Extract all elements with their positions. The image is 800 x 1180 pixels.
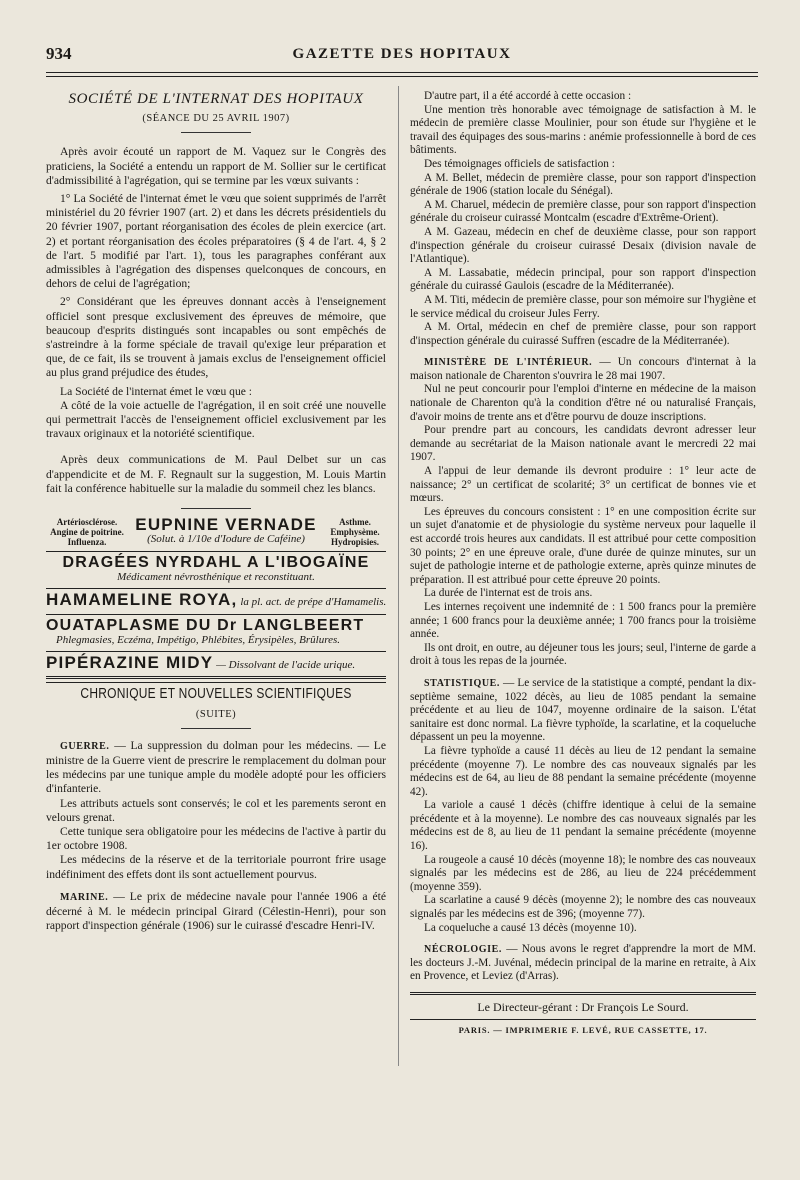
marine-r7: A M. Lassabatie, médecin principal, pour son rapport d'inspection générale du cuirassé Gaulois (escadre de la Méditerranée).: [410, 266, 756, 293]
interieur-p4: A l'appui de leur demande ils devront produire : 1° leur acte de naissance; 2° un certificat de scolarité; 3° un certificat de bonnes vie et mœurs.: [410, 465, 756, 505]
ad-double-rule: [46, 676, 386, 683]
ad-divider: [46, 651, 386, 652]
marine-paragraph: [46, 890, 386, 934]
interieur-p5: Les épreuves du concours consistent : 1° en une composition écrite sur un sujet d'anatomie et de physiologie du système nerveux pour laquelle il est accordé trois heures aux candidats. Il est attribué pour cette composition 30 points; 2° en une épreuve orale, d'une durée de quinze minutes, sur un sujet de pathologie interne et de pathologie externe, après quinze minutes de préparation. Il est attribué pour cette épreuve 20 points.: [410, 505, 756, 586]
society-vow-4: A côté de la voie actuelle de l'agrégation, il en soit créé une nouvelle qui permettrait l'accès de l'enseignement officiel exclusivement par les travaux originaux et la notoriété scientifique.: [46, 398, 386, 441]
marine-r4: A M. Bellet, médecin de première classe, pour son rapport d'inspection générale de 1906 (station locale du Sénégal).: [410, 171, 756, 198]
statistique-p6: La coqueluche a causé 13 décès (moyenne 10).: [424, 921, 637, 934]
statistique-p5: La scarlatine a causé 9 décès (moyenne 2); le nombre des cas nouveaux signalés par les médecins est de 396; (moyenne 77).: [410, 894, 756, 921]
statistique-p2: La fièvre typhoïde a causé 11 décès au lieu de 12 pendant la semaine précédente (moyenne 7). Le nombre des cas nouveaux signalés par les médecins est de 64, au lieu de 88 pendant la semaine précédente (moyenne 42).: [410, 744, 756, 798]
ouataplasme-name: OUATAPLASME DU Dr LANGLBEERT: [46, 616, 365, 634]
ouataplasme-desc: Phlegmasies, Eczéma, Impétigo, Phlébites, Érysipèles, Brûlures.: [56, 633, 341, 646]
interieur-text: — Un concours d'internat à la maison nationale de Charenton s'ouvrira le 28 mai 1907.: [410, 356, 757, 382]
interieur-p2: Nul ne peut concourir pour l'emploi d'interne en médecine de la maison nationale de Charenton qu'à la condition d'être né ou naturalisé Français, d'avoir moins de trente ans et d'être pourvu de douze inscriptions.: [410, 383, 756, 423]
statistique-p3: La variole a causé 1 décès (chiffre identique à celui de la semaine précédente et à la moyenne). Le nombre des cas nouveaux signalés par les médecins est de 8, au lieu de 11 pendant la semaine précédente (moyenne 16).: [410, 799, 756, 853]
guerre-p3: Cette tunique sera obligatoire pour les médecins de l'active à partir du 1er octobre 1908.: [46, 824, 386, 853]
ad-hamameline: [46, 590, 387, 610]
interieur-p3: Pour prendre part au concours, les candidats devront adresser leur demande au secrétariat de la Maison nationale avant le mercredi 22 mai 1907.: [410, 424, 756, 464]
society-closing: Après deux communications de M. Paul Delbet sur un cas d'appendicite et de M. F. Regnault sur la suggestion, M. Louis Martin fait la conférence habituelle sur la maladie du sommeil chez les blancs.: [46, 453, 386, 495]
footer-rule-thin: [410, 1019, 756, 1020]
necrologie-lead: NÉCROLOGIE.: [424, 944, 503, 956]
hamameline-name: HAMAMELINE ROYA,: [46, 590, 238, 610]
interieur-p6: La durée de l'internat est de trois ans.: [424, 587, 593, 600]
necrologie-text: — Nous avons le regret d'apprendre la mort de MM. les docteurs J.-M. Juvénal, médecin principal de la marine en retraite, à Aix en Provence, et Leviez (d'Arras).: [410, 943, 757, 983]
interieur-paragraph: [410, 356, 756, 383]
statistique-lead: STATISTIQUE.: [424, 677, 501, 689]
marine-r6: A M. Gazeau, médecin en chef de deuxième classe, pour son rapport d'inspection générale du croiseur cuirassé Desaix (division navale de l'Atlantique).: [410, 225, 756, 266]
section-rule: [181, 728, 251, 729]
guerre-text: — La suppression du dolman pour les médecins. — Le ministre de la Guerre vient de prescrire le remplacement du dolman pour les médecins par une tunique ample du modèle adopté pour les officiers d'infanterie.: [46, 738, 386, 796]
society-vow-2: 2° Considérant que les épreuves donnant accès à l'enseignement officiel sont presque exclusivement des épreuves de mémoire, que beaucoup d'esprits distingués sont incapables ou sont empêchés de s'astreindre à la forme spéciale de travail qu'exige leur préparation et que, de ce fait, ils se trouvent à jamais exclus de l'enseignement officiel au plus grand préjudice des études,: [46, 295, 386, 380]
section-rule: [181, 132, 251, 133]
page-number: 934: [46, 44, 72, 63]
ads-rule: [181, 508, 251, 509]
eupnine-name: EUPNINE VERNADE: [135, 514, 317, 534]
interieur-p8: Ils ont droit, en outre, au déjeuner tous les jours; seul, l'interne de garde a droit à tous les repas de la journée.: [410, 641, 756, 668]
marine-r8: A M. Titi, médecin de première classe, pour son mémoire sur l'hygiène et le service médical du croiseur Jules Ferry.: [410, 293, 756, 320]
dragees-desc: Médicament névrosthénique et reconstituant.: [117, 571, 315, 584]
printer-line: PARIS. — IMPRIMERIE F. LEVÉ, RUE CASSETTE, 17.: [458, 1024, 708, 1035]
marine-r1: D'autre part, il a été accordé à cette occasion :: [424, 90, 632, 102]
society-title: SOCIÉTÉ DE L'INTERNAT DES HOPITAUX: [68, 91, 364, 107]
guerre-lead: GUERRE.: [60, 740, 110, 752]
necrologie-paragraph: [410, 943, 756, 984]
eupnine-desc: (Solut. à 1/10e d'Iodure de Caféine): [147, 533, 305, 546]
interieur-p7: Les internes reçoivent une indemnité de : 1 500 francs pour la première année; 1 600 francs pour la deuxième année; 1 700 francs pour la troisième année.: [410, 600, 756, 641]
statistique-p4: La rougeole a causé 10 décès (moyenne 18); le nombre des cas nouveaux signalés par les médecins est de 286, au lieu de 224 précédemment (moyenne 359).: [410, 853, 756, 893]
statistique-text: — Le service de la statistique a compté, pendant la dix-septième semaine, 1022 décès, au lieu de 1085 pendant la semaine précédente et au lieu de 1047, moyenne ordinaire de la saison. L'état sanitaire est donc normal. La fièvre typhoïde, la scarlatine, et la coqueluche dépassent un peu la moyenne.: [410, 676, 756, 744]
right-column: [410, 90, 756, 1037]
footer-rule: [410, 992, 756, 995]
society-intro: Après avoir écouté un rapport de M. Vaquez sur le Congrès des praticiens, la Société a entendu un rapport de M. Sollier sur le certificat d'admissibilité à l'agrégation, qui se termine par les vœux suivants :: [46, 145, 386, 187]
piperazine-name: PIPÉRAZINE MIDY: [46, 653, 214, 673]
director-line: Le Directeur-gérant : Dr François Le Sourd.: [477, 1000, 689, 1014]
page-header: [46, 44, 758, 66]
ad-divider: [46, 588, 386, 589]
chronique-title: CHRONIQUE ET NOUVELLES SCIENTIFIQUES: [80, 685, 352, 703]
society-vow-3: La Société de l'internat émet le vœu que :: [60, 384, 253, 398]
society-vow-1: 1° La Société de l'internat émet le vœu que soient supprimés de l'arrêt ministériel du 20 février 1907 (art. 2) et dans les décrets présidentiels du 20 février 1907, portant réorganisation des écoles de plein exercice (art. 2) et portant réorganisation des écoles préparatoires (§ 4 de l'art. 4, § 2 de l'art. 5 modifié par l'art. 1), tous les paragraphes conférant aux admissibles à l'agrégation des dispenses quelconques de concours, en dehors de celui de l'agrégation;: [46, 192, 386, 291]
marine-r2: Une mention très honorable avec témoignage de satisfaction à M. le médecin de première classe Moulinier, pour son étude sur l'hygiène et le travail des équipages des sous-marins : anémie professionnelle à bord de ces bâtiments.: [410, 103, 756, 157]
interieur-lead: MINISTÈRE DE L'INTÉRIEUR.: [424, 357, 593, 369]
guerre-paragraph: [46, 739, 386, 797]
header-rule: [46, 72, 758, 73]
eupnine-indications-right: Asthme. Emphysème. Hydropisies.: [330, 517, 380, 548]
dragees-name: DRAGÉES NYRDAHL A L'IBOGAÏNE: [62, 554, 370, 572]
session-date: (SÉANCE DU 25 AVRIL 1907): [142, 113, 290, 125]
header-rule-thin: [46, 76, 758, 77]
marine-r5: A M. Charuel, médecin de première classe, pour son rapport d'inspection générale du croiseur cuirassé Montcalm (escadre d'Extrême-Orient).: [410, 198, 756, 225]
piperazine-desc: — Dissolvant de l'acide urique.: [216, 659, 356, 672]
left-column: [46, 90, 386, 933]
ad-dragees: [46, 556, 386, 584]
marine-r9: A M. Ortal, médecin en chef de première classe, pour son rapport d'inspection générale du cuirassé Suffren (escadre de la Méditerranée).: [410, 321, 756, 347]
ad-piperazine: [46, 653, 386, 673]
guerre-p4: Les médecins de la réserve et de la territoriale pourront frire usage indéfiniment des effets dont ils sont actuellement pourvus.: [46, 853, 386, 881]
ad-eupnine: [46, 514, 386, 548]
hamameline-desc: la pl. act. de prépe d'Hamamelis.: [240, 596, 387, 609]
guerre-p2: Les attributs actuels sont conservés; le col et les parements seront en velours grenat.: [46, 796, 386, 824]
ad-divider: [46, 551, 386, 552]
marine-r3: Des témoignages officiels de satisfaction :: [424, 157, 615, 170]
column-divider: [398, 86, 399, 1066]
marine-lead: MARINE.: [60, 891, 109, 903]
ad-ouataplasme: [46, 616, 386, 647]
eupnine-indications-left: Artériosclérose. Angine de poitrine. Influenza.: [50, 517, 124, 548]
chronique-sub: (SUITE): [195, 708, 237, 720]
statistique-paragraph: [410, 677, 756, 745]
ad-divider: [46, 614, 386, 615]
marine-text: — Le prix de médecine navale pour l'année 1906 a été décerné à M. le médecin principal Girard (Célestin-Henri), pour son rapport d'inspection générale (1906) sur le cuirassé d'escadre Henri-IV.: [46, 889, 386, 933]
journal-title: GAZETTE DES HOPITAUX: [292, 46, 512, 62]
